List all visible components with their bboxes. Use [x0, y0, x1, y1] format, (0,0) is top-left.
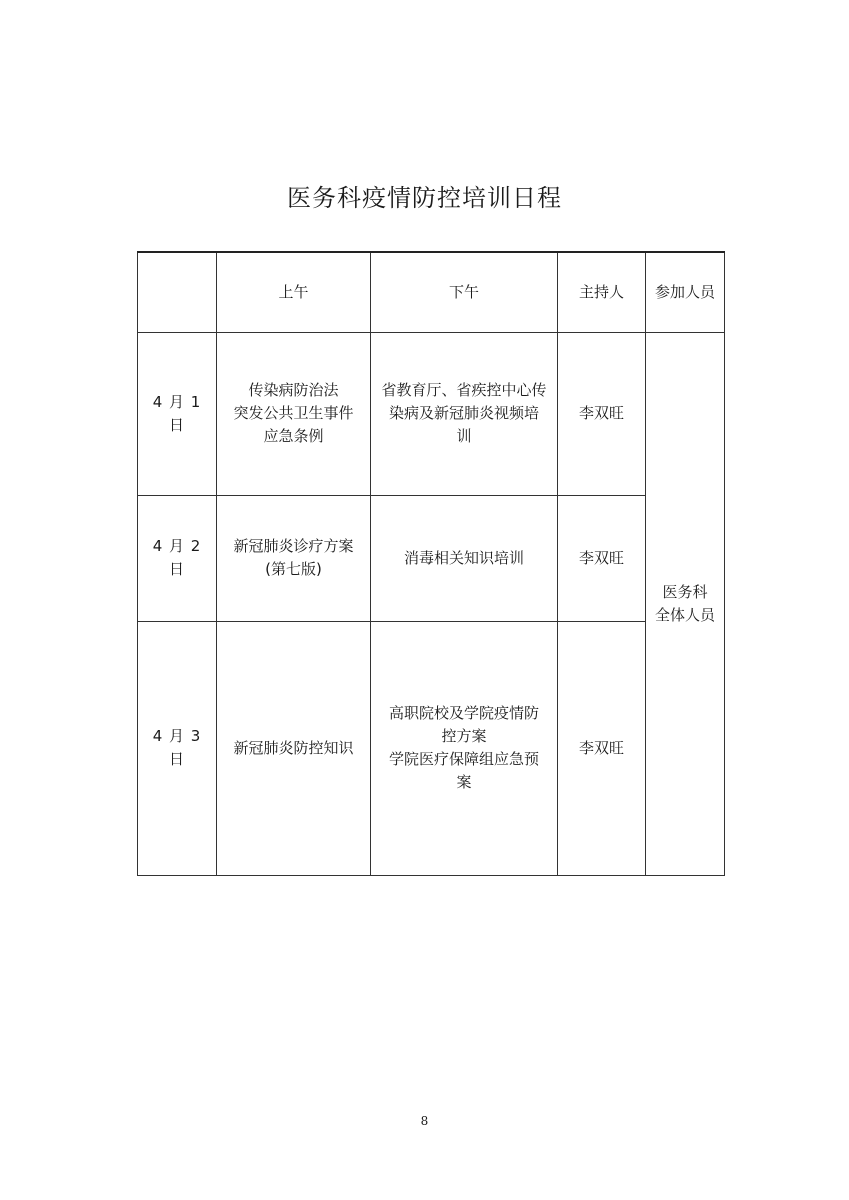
table-row [138, 332, 725, 495]
participants-line: 医务科 [662, 582, 708, 601]
morning-line: 应急条例 [263, 427, 324, 445]
afternoon-line: 训 [456, 427, 472, 445]
schedule-table [137, 251, 725, 876]
header-cell-afternoon: 下午 [371, 252, 558, 332]
host-cell: 李双旺 [558, 332, 646, 495]
morning-cell [217, 621, 371, 875]
participants-line: 全体人员 [654, 605, 715, 624]
morning-line: (第七版) [265, 560, 322, 578]
date-cell: 4 月 1 日 [138, 332, 217, 495]
header-cell-host: 主持人 [558, 252, 646, 332]
afternoon-line: 染病及新冠肺炎视频培 [388, 404, 539, 422]
header-cell-participants: 参加人员 [646, 252, 725, 332]
afternoon-cell [371, 621, 558, 875]
morning-line: 新冠肺炎诊疗方案 [233, 537, 354, 555]
date-cell: 4 月 2 日 [138, 495, 217, 621]
table-header-row [138, 252, 725, 332]
afternoon-cell [371, 332, 558, 495]
table-row [138, 495, 725, 621]
header-cell-morning: 上午 [217, 252, 371, 332]
afternoon-line: 控方案 [441, 727, 487, 745]
host-cell: 李双旺 [558, 495, 646, 621]
morning-line: 传染病防治法 [248, 381, 339, 399]
morning-cell [217, 495, 371, 621]
afternoon-line: 高职院校及学院疫情防 [388, 704, 539, 722]
afternoon-line: 消毒相关知识培训 [403, 548, 524, 567]
page-number: 8 [420, 1114, 429, 1128]
afternoon-line: 案 [456, 773, 472, 791]
morning-line: 突发公共卫生事件 [233, 404, 354, 422]
morning-cell [217, 332, 371, 495]
host-cell: 李双旺 [558, 621, 646, 875]
header-cell-blank [138, 252, 217, 332]
afternoon-cell [371, 495, 558, 621]
participants-cell [646, 332, 725, 875]
afternoon-line: 学院医疗保障组应急预 [388, 750, 539, 768]
table-row [138, 621, 725, 875]
document-title: 医务科疫情防控培训日程 [287, 184, 562, 212]
morning-line: 新冠肺炎防控知识 [233, 738, 354, 757]
afternoon-line: 省教育厅、省疾控中心传 [381, 381, 547, 399]
date-cell: 4 月 3 日 [138, 621, 217, 875]
